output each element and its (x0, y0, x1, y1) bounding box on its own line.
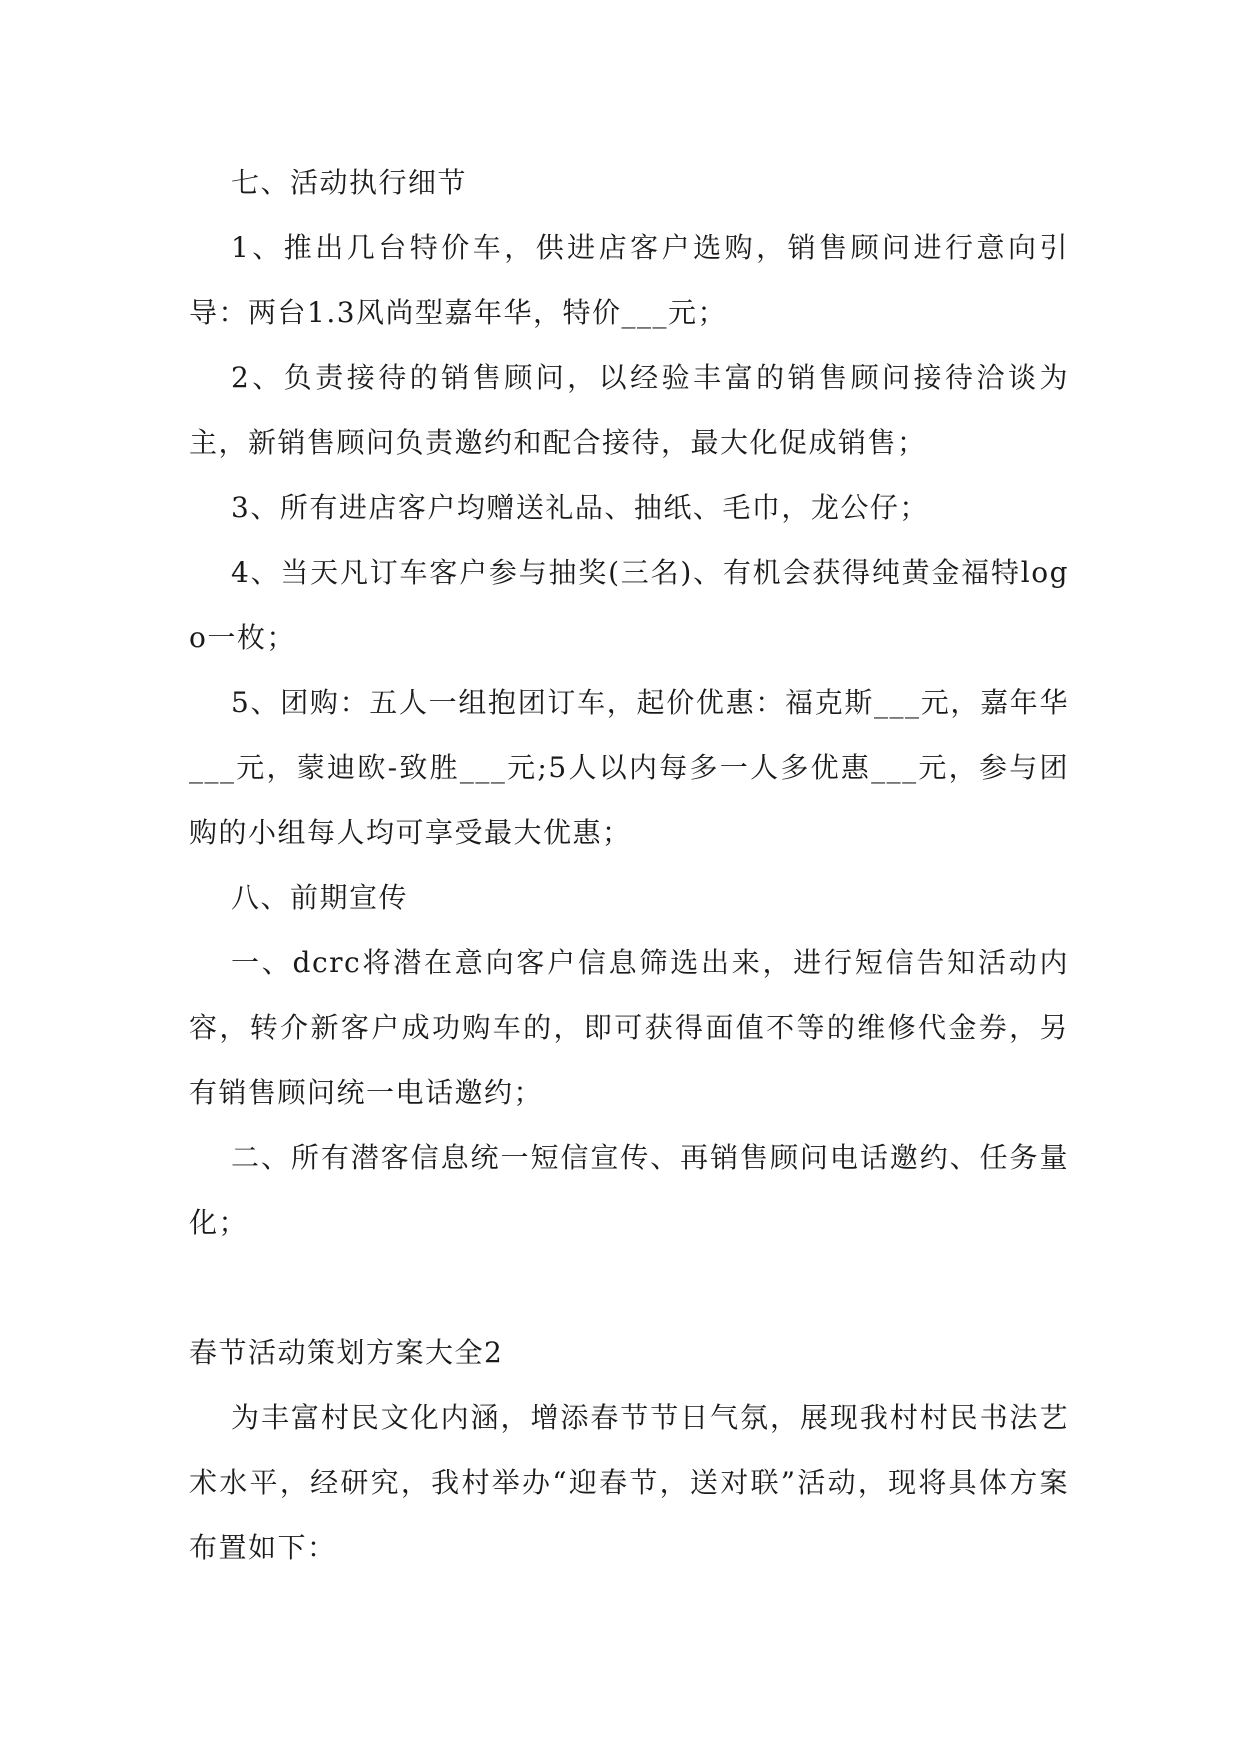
paragraph-item-2: 2、负责接待的销售顾问，以经验丰富的销售顾问接待洽谈为主，新销售顾问负责邀约和配合接待，最大化促成销售； (189, 361, 1069, 459)
section-title: 春节活动策划方案大全2 (189, 1336, 504, 1369)
paragraph-item-5: 5、团购：五人一组抱团订车，起价优惠：福克斯___元，嘉年华___元，蒙迪欧-致胜___元;5人以内每多一人多优惠___元，参与团购的小组每人均可享受最大优惠； (189, 686, 1069, 849)
paragraph-promotion-1: 一、dcrc将潜在意向客户信息筛选出来，进行短信告知活动内容，转介新客户成功购车的，即可获得面值不等的维修代金券，另有销售顾问统一电话邀约； (189, 946, 1069, 1109)
paragraph-item-1: 1、推出几台特价车，供进店客户选购，销售顾问进行意向引导：两台1.3风尚型嘉年华，特价___元； (189, 231, 1069, 329)
section-spacer (189, 1255, 1069, 1320)
document-body (189, 150, 1069, 1580)
heading-promotion: 八、前期宣传 (231, 881, 409, 914)
paragraph-promotion-2: 二、所有潜客信息统一短信宣传、再销售顾问电话邀约、任务量化； (189, 1141, 1069, 1239)
intro-paragraph: 为丰富村民文化内涵，增添春节节日气氛，展现我村村民书法艺术水平，经研究，我村举办“迎春节，送对联”活动，现将具体方案布置如下： (189, 1401, 1069, 1564)
paragraph-item-3: 3、所有进店客户均赠送礼品、抽纸、毛巾，龙公仔； (231, 491, 929, 524)
heading-activity-details: 七、活动执行细节 (231, 166, 468, 199)
paragraph-item-4: 4、当天凡订车客户参与抽奖(三名)、有机会获得纯黄金福特logo一枚； (189, 556, 1069, 654)
